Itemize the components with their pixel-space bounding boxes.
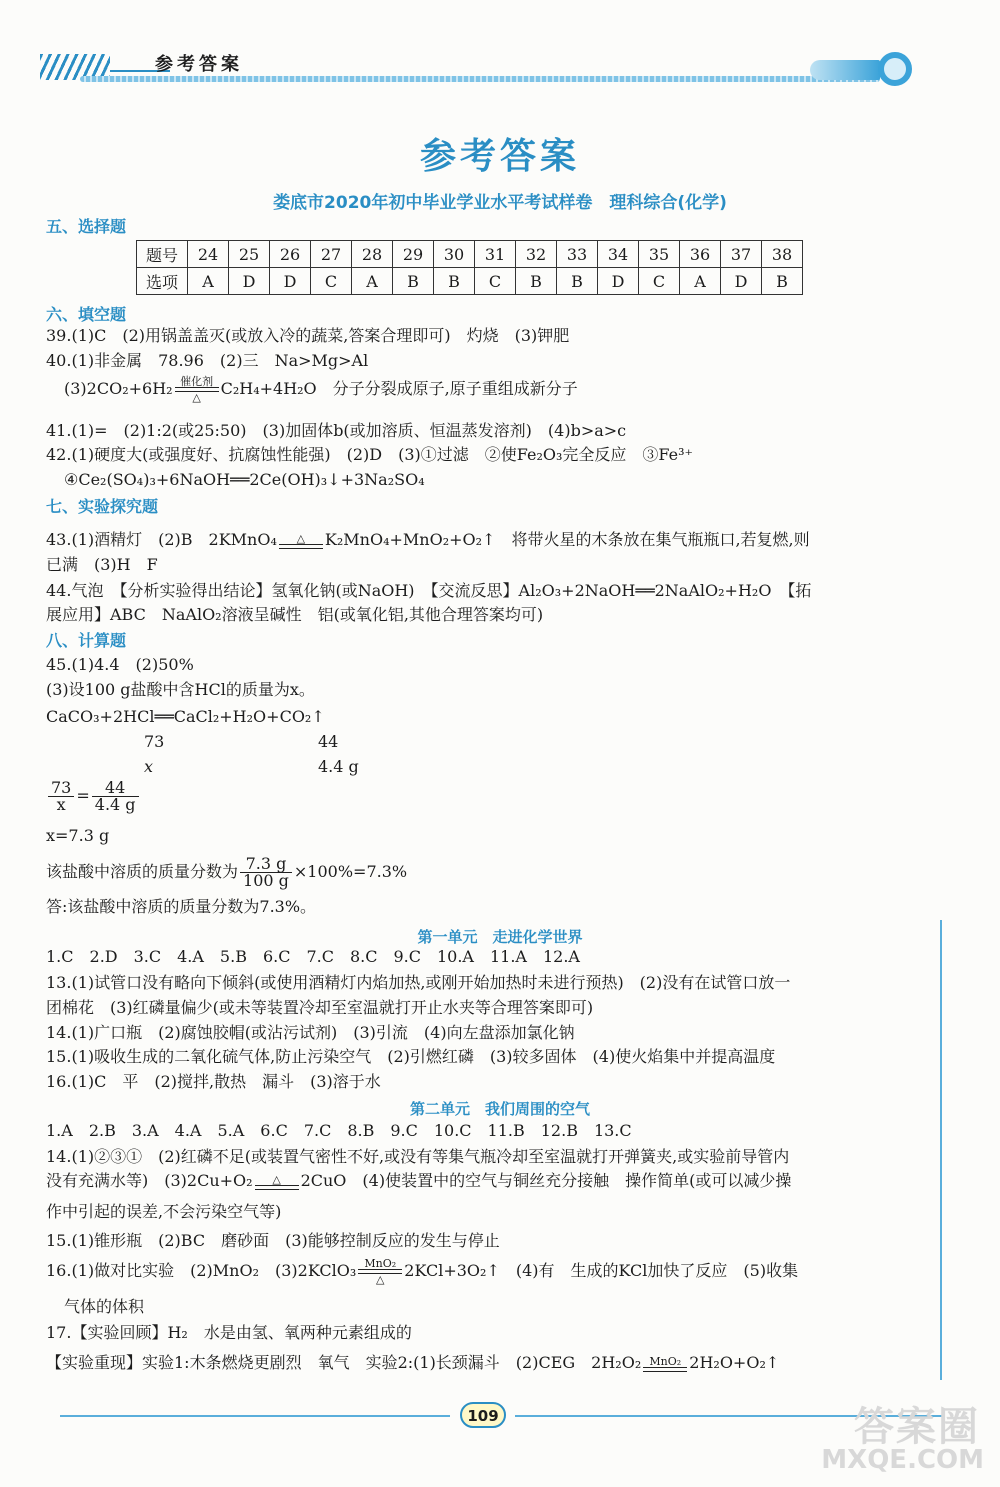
table-cell: 25 — [229, 241, 270, 268]
table-cell: 33 — [557, 241, 598, 268]
equation-right: K₂MnO₄+MnO₂+O₂↑ 将带火星的木条放在集气瓶瓶口,若复燃,则 — [324, 530, 810, 549]
equation-right: C₂H₄+4H₂O 分子分裂成原子,原子重组成新分子 — [220, 379, 578, 398]
side-rule — [940, 920, 942, 1380]
table-cell: 36 — [680, 241, 721, 268]
answer-line: 13.(1)试管口没有略向下倾斜(或使用酒精灯内焰加热,或刚开始加热时未进行预热) (2)没有在试管口放一 — [46, 973, 791, 992]
table-cell: B — [516, 268, 557, 295]
reaction-condition — [643, 1356, 687, 1372]
answer-table-row-options — [137, 268, 803, 295]
answer-line: 41.(1)= (2)1:2(或25:50) (3)加固体b(或加溶质、恒温蒸发溶剂) (4)b>a>c — [46, 421, 627, 440]
table-cell: B — [762, 268, 803, 295]
answer-line: 1.A 2.B 3.A 4.A 5.A 6.C 7.C 8.B 9.C 10.C 11.B 12.B 13.C — [46, 1121, 632, 1140]
answer-line: 40.(1)非金属 78.96 (2)三 Na>Mg>Al — [46, 351, 369, 370]
reaction-condition — [279, 533, 323, 549]
table-cell: C — [639, 268, 680, 295]
footer-rule-left — [60, 1415, 450, 1417]
answer-line: 15.(1)锥形瓶 (2)BC 磨砂面 (3)能够控制反应的发生与停止 — [46, 1231, 500, 1250]
answer-line: 展应用】ABC NaAlO₂溶液呈碱性 铝(或氧化铝,其他合理答案均可) — [46, 605, 544, 624]
table-cell: A — [188, 268, 229, 295]
equation-left: 16.(1)做对比实验 (2)MnO₂ (3)2KClO₃ — [46, 1261, 357, 1280]
condition-top: MnO₂ — [364, 1257, 397, 1270]
answer-line: 17.【实验回顾】H₂ 水是由氢、氧两种元素组成的 — [46, 1323, 412, 1342]
table-cell: 27 — [311, 241, 352, 268]
exam-title: 娄底市2020年初中毕业学业水平考试样卷 理科综合(化学) — [273, 193, 727, 213]
table-cell: D — [598, 268, 639, 295]
equation-left: 【实验重现】实验1:木条燃烧更剧烈 氧气 实验2:(1)长颈漏斗 (2)CEG 2H₂O₂ — [46, 1353, 642, 1372]
unit1-title: 第一单元 走进化学世界 — [417, 928, 583, 946]
answer-line: 39.(1)C (2)用锅盖盖灭(或放入冷的蔬菜,答案合理即可) 灼烧 (3)钾肥 — [46, 326, 570, 345]
answer-line: 气体的体积 — [64, 1297, 145, 1316]
reaction-condition — [255, 1174, 299, 1190]
answer-line: 44.气泡 【分析实验得出结论】氢氧化钠(或NaOH) 【交流反思】Al₂O₃+2NaOH══2NaAlO₂+H₂O 【拓 — [46, 581, 812, 600]
table-cell: 31 — [475, 241, 516, 268]
denominator: 100 g — [243, 871, 289, 890]
watermark — [821, 1395, 990, 1480]
table-cell: 29 — [393, 241, 434, 268]
page-title: 参考答案 — [419, 136, 580, 177]
answer-line: 42.(1)硬度大(或强度好、抗腐蚀性能强) (2)D (3)①过滤 ②使Fe₂O₃完全反应 ③Fe³⁺ — [46, 445, 693, 464]
watermark-logo-text: 答案圈 — [854, 1404, 980, 1450]
table-cell: D — [721, 268, 762, 295]
denominator: x — [56, 795, 66, 814]
denominator: 4.4 g — [94, 795, 136, 814]
answer-line: 14.(1)②③① (2)红磷不足(或装置气密性不好,或没有等集气瓶冷却至室温就打开弹簧夹,或实验前导管内 — [46, 1147, 790, 1166]
calc-answer: 答:该盐酸中溶质的质量分数为7.3%。 — [46, 897, 317, 916]
table-cell: D — [229, 268, 270, 295]
fraction — [48, 780, 74, 813]
table-cell: 32 — [516, 241, 557, 268]
reaction-condition — [175, 376, 219, 403]
condition-top: △ — [296, 531, 306, 545]
table-cell: 26 — [270, 241, 311, 268]
answer-line: 作中引起的误差,不会污染空气等) — [46, 1202, 282, 1221]
calc-unknown: x — [144, 757, 154, 776]
table-cell: 35 — [639, 241, 680, 268]
header-bar-decoration — [80, 76, 880, 82]
header-band — [40, 48, 930, 88]
header-wing-decoration — [810, 60, 880, 80]
table-cell: A — [352, 268, 393, 295]
text: ×100%=7.3% — [293, 862, 408, 881]
text: 该盐酸中溶质的质量分数为 — [46, 862, 239, 881]
table-header-cell: 题号 — [137, 241, 188, 268]
fraction — [92, 780, 139, 813]
answer-line: ④Ce₂(SO₄)₃+6NaOH══2Ce(OH)₃↓+3Na₂SO₄ — [64, 470, 425, 489]
answer-line: 45.(1)4.4 (2)50% — [46, 655, 194, 674]
table-cell: B — [557, 268, 598, 295]
answer-table — [136, 240, 803, 295]
answer-line: (3)设100 g盐酸中含HCl的质量为x。 — [46, 680, 315, 699]
answer-line-equation — [46, 1170, 791, 1192]
fraction — [240, 856, 292, 889]
table-cell: C — [475, 268, 516, 295]
table-cell: C — [311, 268, 352, 295]
condition-top: △ — [272, 1172, 281, 1186]
table-header-cell: 选项 — [137, 268, 188, 295]
answer-line-equation — [64, 376, 578, 403]
answer-line: 14.(1)广口瓶 (2)腐蚀胶帽(或沾污试剂) (3)引流 (4)向左盘添加氯化钠 — [46, 1023, 575, 1042]
calc-fraction-line — [46, 856, 407, 889]
table-cell: B — [434, 268, 475, 295]
answer-line-equation — [46, 1352, 779, 1374]
answer-line: 团棉花 (3)红磷量偏少(或未等装置冷却至室温就打开止水夹等合理答案即可) — [46, 998, 594, 1017]
answer-line: 15.(1)吸收生成的二氧化硫气体,防止污染空气 (2)引燃红磷 (3)较多固体 (4)使火焰集中并提高温度 — [46, 1047, 776, 1066]
calc-molar-mass: 73 — [144, 732, 165, 751]
calc-molar-mass: 44 — [318, 732, 339, 751]
calc-equation: CaCO₃+2HCl══CaCl₂+H₂O+CO₂↑ — [46, 707, 325, 726]
equation-left: 43.(1)酒精灯 (2)B 2KMnO₄ — [46, 530, 277, 549]
condition-bottom: △ — [192, 391, 201, 404]
unit2-title: 第二单元 我们周围的空气 — [409, 1100, 590, 1118]
answer-line: 16.(1)C 平 (2)搅拌,散热 漏斗 (3)溶于水 — [46, 1072, 381, 1091]
table-cell: 28 — [352, 241, 393, 268]
table-cell: D — [270, 268, 311, 295]
calc-result: x=7.3 g — [46, 826, 110, 845]
table-cell: 37 — [721, 241, 762, 268]
table-cell: 30 — [434, 241, 475, 268]
section-calc-heading: 八、计算题 — [46, 631, 127, 650]
condition-top: 催化剂 — [180, 375, 214, 388]
numerator: 73 — [48, 780, 74, 797]
table-cell: 38 — [762, 241, 803, 268]
calc-ratio: $\frac{73}{x}$ = $\frac{44}{4.4 g}$ — [46, 780, 141, 813]
table-cell: A — [680, 268, 721, 295]
table-cell: 34 — [598, 241, 639, 268]
header-title: 参考答案 — [155, 54, 243, 75]
answer-table-row-numbers — [137, 241, 803, 268]
equation-left: (3)2CO₂+6H₂ — [64, 379, 173, 398]
condition-top: MnO₂ — [649, 1354, 682, 1368]
equation-right: 2KCl+3O₂↑ (4)有 生成的KCl加快了反应 (5)收集 — [404, 1261, 799, 1280]
answer-line: 1.C 2.D 3.C 4.A 5.B 6.C 7.C 8.C 9.C 10.A 11.A 12.A — [46, 947, 580, 966]
equation-right: 2CuO (4)使装置中的空气与铜丝充分接触 操作简单(或可以减少操 — [300, 1171, 792, 1190]
table-cell: 24 — [188, 241, 229, 268]
watermark-site-text: MXQE.COM — [821, 1445, 984, 1475]
equation-right: 2H₂O+O₂↑ — [689, 1353, 780, 1372]
section-choice-heading: 五、选择题 — [46, 217, 127, 236]
answer-line-equation — [46, 529, 810, 551]
answer-line: 已满 (3)H F — [46, 555, 158, 574]
header-circle-icon — [878, 52, 912, 86]
reaction-condition — [358, 1258, 402, 1285]
condition-bottom: △ — [376, 1273, 385, 1286]
answer-line-equation — [46, 1258, 798, 1285]
numerator: 44 — [92, 780, 139, 797]
numerator: 7.3 g — [240, 856, 292, 873]
page-number: 109 — [460, 1402, 506, 1428]
section-experiment-heading: 七、实验探究题 — [46, 497, 159, 516]
equation-left: 没有充满水等) (3)2Cu+O₂ — [46, 1171, 253, 1190]
section-fill-heading: 六、填空题 — [46, 305, 127, 324]
table-cell: B — [393, 268, 434, 295]
calc-known-mass: 4.4 g — [318, 757, 359, 776]
